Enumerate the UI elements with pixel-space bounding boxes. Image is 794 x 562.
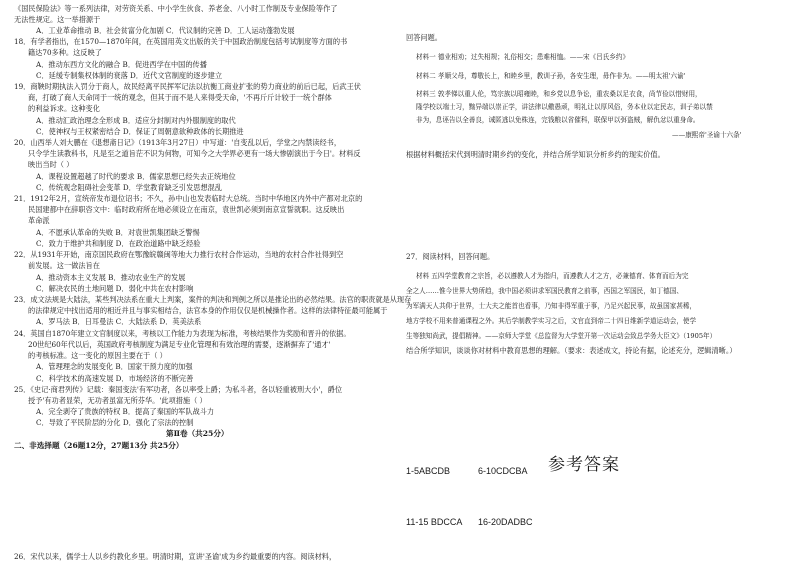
left-text-line: 21．1912年2月，宣统帝发布退位诏书；不久，孙中山也发表临时大总统。当时中华地区内外中产都对北京的 (14, 194, 363, 203)
answer-range: 16-20DADBC (478, 517, 533, 527)
left-text-line: A．不愿承认革命的失败 B．对袁世凯集团缺乏警惕 (36, 228, 200, 237)
left-text-line: 26．宋代以来，儒学士人以乡约教化乡里。明清时期，宣讲'圣谕'成为乡约最重要的内容。阅读材料， (14, 552, 337, 561)
answer-title: 参考答案 (548, 455, 620, 475)
left-text-line: 20世纪60年代以后，英国政府考核制度为满足专业化管理和有效治理的需要，逐渐摒弃了'通才' (28, 340, 331, 349)
left-text-line: A．推动汇政治理念全形成 B．适应分封制对内外服制度的取代 (36, 116, 236, 125)
left-text-line: C．导致了平民阶层的分化 D．强化了宗法的控制 (36, 418, 194, 427)
right-text-line: 材料二 孝顺父母，尊敬长上，和睦乡里，教训子孙，各安生理，毋作非为。——明太祖'六谕' (416, 72, 686, 80)
left-text-line: 授予'有功者显荣，无功者虽富无所芬华。'此项措施（ ） (28, 396, 207, 405)
left-text-line: C．使神权与王权紧密结合 D．保证了周朝意欲种政体的长期推进 (36, 127, 244, 136)
left-text-line: 只令学生读教科书，凡是至之道旨茫不识为何物，可知今之大学界必更有一场大惨剧演出于今日'。材料反 (28, 149, 361, 158)
left-text-line: 18．有学者指出，在1570—1870年间，在英国用英文出版的关于中国政治制度包括考试制度等方面的书 (14, 37, 348, 46)
left-text-line: A．工业革命推动 B．社会贫富分化加剧 C．代议制的完善 D．工人运动蓬勃发展 (36, 26, 295, 35)
right-text-line: 27．阅读材料，回答问题。 (406, 252, 495, 261)
left-text-line: C．传统观念阻碍社会变革 D．学堂教育缺乏引发思想混乱 (36, 183, 223, 192)
left-text-line: 无法性规定。这一举措源于 (14, 15, 101, 24)
answer-range: 11-15 BDCCA (406, 517, 463, 527)
left-text-line: 19．商鞅时期执法入罚分于商人，故民经离平民挥军记法以抗衡工商业扩张的势力商业的前后已起，后武王伏 (14, 82, 361, 91)
right-text-line: 为军满天人共仰于世界，士大夫之能首也看事，乃知非得军重于事，乃足兴起民事，故虽国家甚稀， (406, 302, 697, 310)
left-text-line: 22．从1931年开始，南京国民政府在鄂豫皖赣闽等地大力推行农村合作运动，当地的农村合作社得到空 (14, 250, 344, 259)
right-text-line: 地方学校不用来普通课程之外。其后学制教学实习之后，文官直到帝二十四日维新学道运动会，使学 (406, 317, 697, 325)
right-text-line: ——康熙帝'圣谕十六条' (672, 131, 742, 139)
left-text-line: 25．《史记·商君列传》记载：秦国变法'有军功者，各以率受上爵；为私斗者，各以轻重被刑大小'，爵位 (14, 385, 343, 394)
left-text-line: C．解决农民的土地问题 D．弱化中共在农村影响 (36, 284, 194, 293)
right-text-line: 生等独知尚武，提倡精神。——京师大学堂《总监督为大学堂开第一次运动会致总学务大臣文》（1905年） (406, 332, 717, 340)
left-text-line: 的考核标准。这一变化的原因主要在于（ ） (28, 351, 167, 360)
right-text-line: 结合所学知识，谈谈你对材料中教育思想的理解。（要求：表述成文，持论有据，论述充分，逻辑清晰。） (406, 346, 737, 355)
left-text-line: 商，打破了商人天命同于一统的观念，但其于而不是人来得受天命，'不再斤斤计较于一统个群体 (28, 93, 332, 102)
left-text-line: A．管理理念的发展变化 B．国家干预力度的加强 (36, 362, 193, 371)
right-text-line: 非为，息诬告以全善良，诫匿逃以免株连，完钱粮以省催科，联保甲以弭盗贼，解仇忿以重身命。 (416, 116, 700, 124)
left-text-line: C．延缓专制集权体制的衰落 D．近代文官制度的逐步建立 (36, 71, 223, 80)
left-text-line: 的利益诉求。这种变化 (28, 104, 100, 113)
left-text-line: A．罗马法 B．日耳曼法 C．大陆法系 D．英美法系 (36, 317, 202, 326)
left-text-line: 前发展。这一做法旨在 (28, 261, 100, 270)
left-text-line: 映出当时（ ） (28, 160, 74, 169)
left-text-line: 23．成文法规是大陆法，某些判决法系在重大上判案，案件的判决和判例之所以是推论出的必然结果。法官的职责就是从现存 (14, 295, 412, 304)
answer-range: 6-10CDCBA (478, 466, 528, 476)
right-text-line: 回答问题。 (406, 33, 442, 42)
left-text-line: 民国建都中在辞职咨文中：临时政府所在地必须设立在南京，袁世凯必须到南京宣誓就职。这反映出 (28, 205, 345, 214)
left-text-line: A．推动资本主义发展 B．推动农业生产的发展 (36, 273, 186, 282)
left-text-line: 二、非选择题（26题12分，27题13分 共25分） (14, 441, 184, 450)
left-text-line: A．完全剥夺了贵族的特权 B．提高了秦国的军队战斗力 (36, 407, 215, 416)
left-text-line: 籍达70多种。这反映了 (28, 48, 102, 57)
left-text-line: C．致力于维护共和制度 D．在政治道路中缺乏经验 (36, 239, 201, 248)
left-text-line: A．推动东西方文化的融合 B．促进西学在中国的传播 (36, 60, 207, 69)
left-text-line: C．科学技术的高速发展 D．市场经济的不断完善 (36, 374, 194, 383)
right-text-line: 根据材料概括宋代到明清时期乡约的变化，并结合所学知识分析乡约的现实价值。 (406, 150, 665, 159)
right-text-line: 隆学校以端士习，黜异端以崇正学，讲法律以儆愚顽，明礼让以厚风俗，务本业以定民志，训子弟以禁 (416, 103, 713, 111)
left-text-line: A．课程设置超越了时代的要求 B．儒家思想已经失去正统地位 (36, 172, 236, 181)
left-text-line: 20．山西举人刘大鹏在《退想斋日记》（1913年3月27日）中写道：'自变乱以后，学堂之内禁读经书， (14, 138, 342, 147)
left-text-line: 《国民保险法》等一系列法律，对劳资关系、中小学生伙食、养老金、八小时工作制及专业保险等作了 (14, 4, 338, 13)
left-text-line: 第Ⅱ卷（共25分） (166, 429, 229, 438)
left-text-line: 革命派 (28, 216, 50, 225)
left-text-line: 的法律规定中找出适用的相近并且与事实相结合，法官本身的作用仅仅是机械操作者。这样的法律特征最可能属于 (28, 306, 388, 315)
left-text-line: 24．英国自1870年建立文官制度以来，考核以工作能力为表现为标准，考核结果作为奖励和晋升的依据。 (14, 329, 351, 338)
right-text-line: 材料 五四学堂教育之宗旨，必以遵教人才为指归，而遵教人才之方，必兼德育、体育而后为完 (416, 272, 689, 280)
right-text-line: 材料一 德业相劝；过失相规；礼俗相交；患难相恤。——宋《吕氏乡约》 (416, 53, 630, 61)
answer-range: 1-5ABCDB (406, 466, 451, 476)
right-text-line: 全之人……惟今世界大势所趋，我中国必须讲求军国民教育之前事，西国之军国民，如丁德国、 (406, 287, 683, 295)
right-text-line: 材料三 敦孝悌以重人伦，笃宗族以昭雍睦，和乡党以息争讼，重农桑以足衣食，尚节俭以惜财用， (416, 90, 702, 98)
